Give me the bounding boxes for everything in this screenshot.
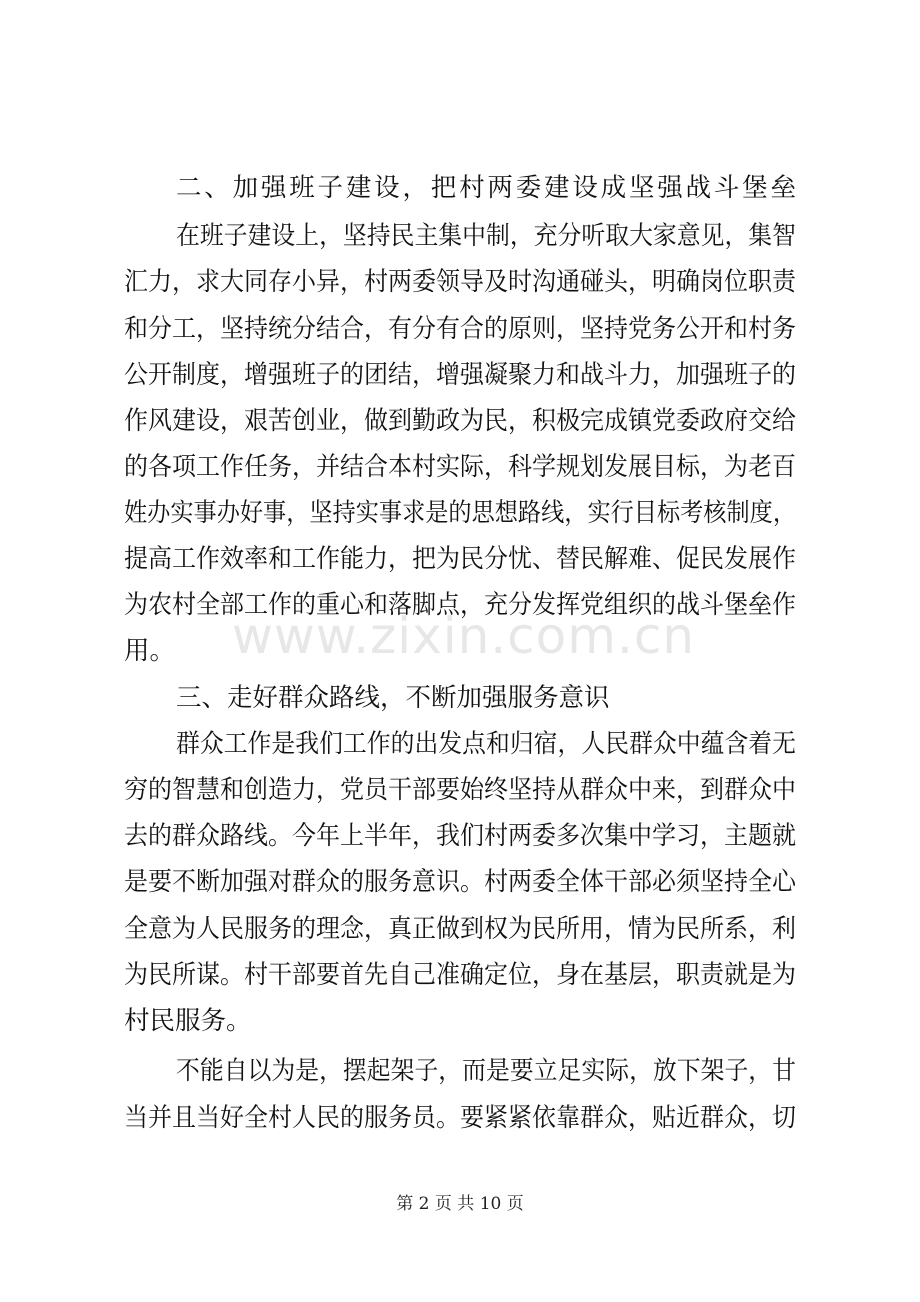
text-line: 汇力，求大同存小异，村两委领导及时沟通碰头，明确岗位职责 (124, 267, 796, 297)
text-line: 为民所谋。村干部要首先自己准确定位，身在基层，职责就是为 (124, 960, 796, 990)
text-line: 在班子建设上，坚持民主集中制，充分听取大家意见，集智 (176, 221, 796, 251)
paragraph-line (0, 770, 920, 810)
text-line: 当并且当好全村人民的服务员。要紧紧依靠群众，贴近群众，切 (124, 1103, 796, 1133)
text-line: 三、走好群众路线，不断加强服务意识 (176, 683, 610, 713)
paragraph-line (0, 724, 920, 764)
paragraph-line (0, 862, 920, 902)
paragraph-line (0, 216, 920, 256)
text-line: 作风建设，艰苦创业，做到勤政为民，积极完成镇党委政府交给 (124, 406, 796, 436)
paragraph-line (0, 309, 920, 349)
paragraph-line (0, 955, 920, 995)
text-line: 村民服务。 (124, 1006, 252, 1036)
paragraph-line (0, 355, 920, 395)
paragraph-line (0, 447, 920, 487)
paragraph-line (0, 1001, 920, 1041)
paragraph-line (0, 493, 920, 533)
page-footer: 第 2 页 共 10 页 (396, 1194, 524, 1214)
section-heading (0, 168, 920, 208)
text-line: 姓办实事办好事，坚持实事求是的思想路线，实行目标考核制度， (124, 498, 796, 528)
section-heading (0, 678, 920, 718)
text-line: 全意为人民服务的理念，真正做到权为民所用，情为民所系，利 (124, 914, 796, 944)
text-line: 为农村全部工作的重心和落脚点，充分发挥党组织的战斗堡垒作 (124, 590, 796, 620)
paragraph-line (0, 909, 920, 949)
paragraph-line (0, 816, 920, 856)
text-line: 的各项工作任务，并结合本村实际，科学规划发展目标，为老百 (124, 452, 796, 482)
text-line: 用。 (124, 636, 176, 666)
watermark: www.zixin.com.cn (232, 607, 696, 665)
paragraph-line (0, 262, 920, 302)
paragraph-line (0, 1098, 920, 1138)
text-line: 不能自以为是，摆起架子，而是要立足实际，放下架子，甘 (176, 1056, 796, 1086)
text-line: 二、加强班子建设，把村两委建设成坚强战斗堡垒 (176, 173, 799, 203)
text-line: 提高工作效率和工作能力，把为民分忧、替民解难、促民发展作 (124, 544, 796, 574)
text-line: 是要不断加强对群众的服务意识。村两委全体干部必须坚持全心 (124, 867, 796, 897)
paragraph-line (0, 1051, 920, 1091)
paragraph-line (0, 539, 920, 579)
text-line: 去的群众路线。今年上半年，我们村两委多次集中学习，主题就 (124, 821, 796, 851)
text-line: 穷的智慧和创造力，党员干部要始终坚持从群众中来，到群众中 (124, 775, 796, 805)
paragraph-line (0, 401, 920, 441)
text-line: 群众工作是我们工作的出发点和归宿，人民群众中蕴含着无 (176, 729, 796, 759)
text-line: 和分工，坚持统分结合，有分有合的原则，坚持党务公开和村务 (124, 314, 796, 344)
text-line: 公开制度，增强班子的团结，增强凝聚力和战斗力，加强班子的 (124, 360, 796, 390)
